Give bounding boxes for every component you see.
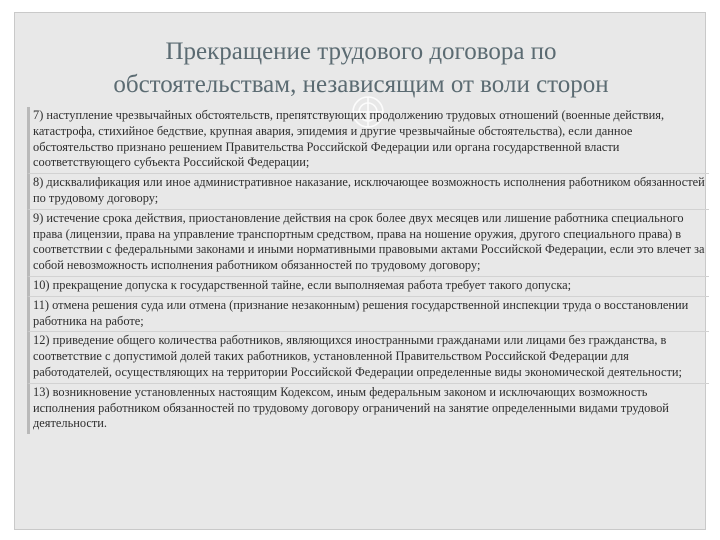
list-item-10: 10) прекращение допуска к государственной тайне, если выполняемая работа требует такого допуска; [27, 276, 709, 296]
title-line-1: Прекращение трудового договора по [165, 38, 557, 65]
list-item-12: 12) приведение общего количества работников, являющихся иностранными гражданами или лицами без гражданства, в соответствие с допустимой долей таких работников, установленной Правительством Российской Федерации для работодателей, осуществляющих на территории Российской Федерации определенные виды экономической деятельности; [27, 331, 709, 382]
list-item-9: 9) истечение срока действия, приостановление действия на срок более двух месяцев или лишение работника специального права (лицензии, права на управление транспортным средством, права на ношение оружия, другого специального права) в соответствии с федеральными законами и иными нормативными правовыми актами Российской Федерации, если это влечет за собой невозможность исполнения работником обязанностей по трудовому договору; [27, 209, 709, 276]
slide [14, 12, 706, 530]
list-item-11: 11) отмена решения суда или отмена (признание незаконным) решения государственной инспекции труда о восстановлении работника на работе; [27, 296, 709, 332]
list-item-13: 13) возникновение установленных настоящим Кодексом, иным федеральным законом и исключающих возможность исполнения работником обязанностей по трудовому договору ограничений на занятие определенными видами трудовой деятельности. [27, 383, 709, 434]
list-item-8: 8) дисквалификация или иное административное наказание, исключающее возможность исполнения работником обязанностей по трудовому договору; [27, 173, 709, 209]
list-item-7: 7) наступление чрезвычайных обстоятельств, препятствующих продолжению трудовых отношений (военные действия, катастрофа, стихийное бедствие, крупная авария, эпидемия и другие чрезвычайные обстоятельства), если данное обстоятельство признано решением Правительства Российской Федерации или органа государственной власти соответствующего субъекта Российской Федерации; [27, 107, 709, 173]
title-line-2: обстоятельствам, независящим от воли сторон [113, 71, 609, 98]
items-list [27, 107, 709, 434]
